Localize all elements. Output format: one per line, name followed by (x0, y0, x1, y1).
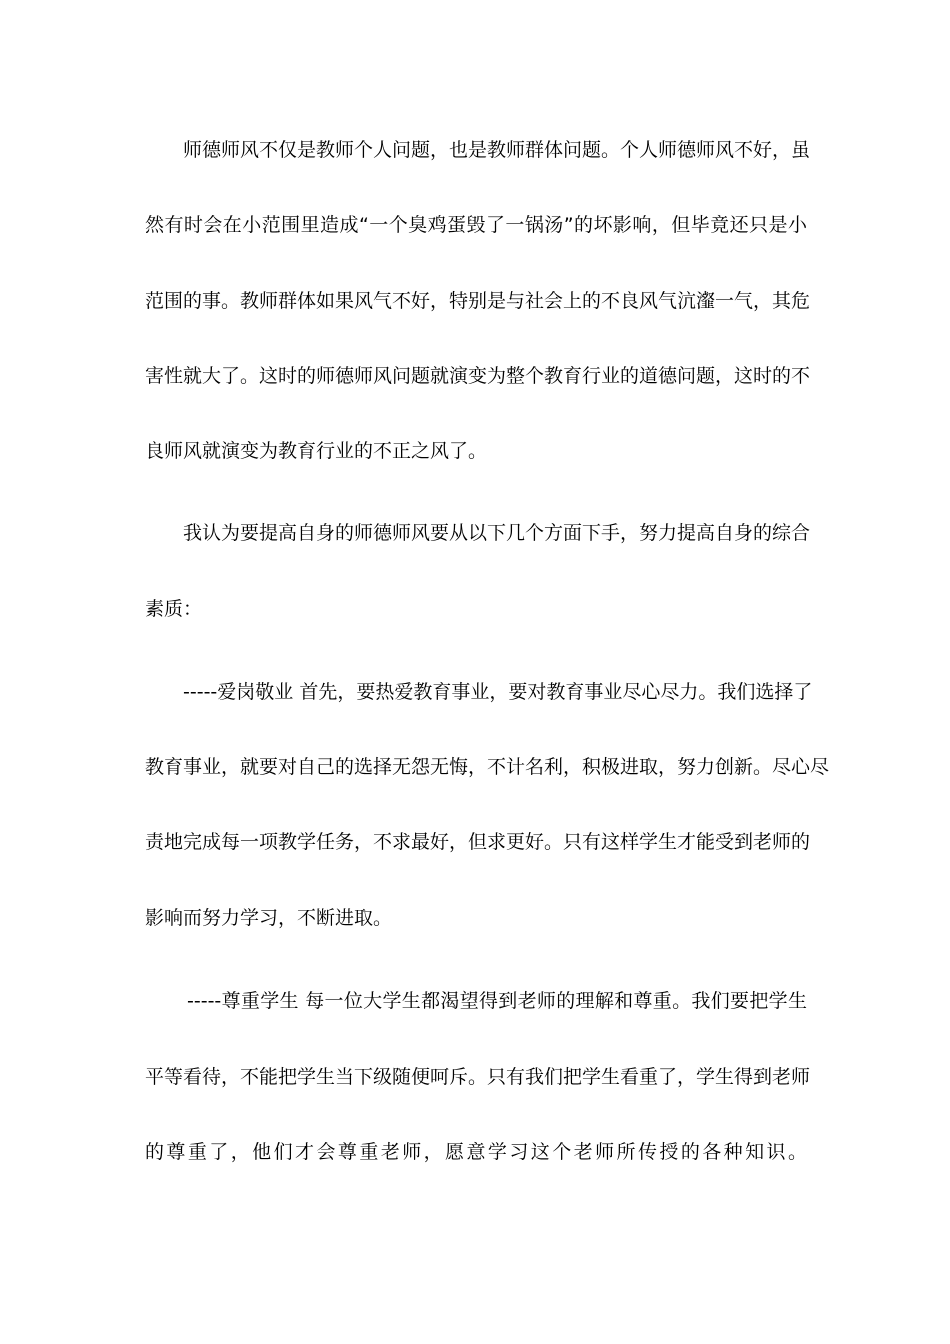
paragraph-4-line-1: -----尊重学生 每一位大学生都渴望得到老师的理解和尊重。我们要把学生 (187, 990, 807, 1012)
paragraph-4-line-3: 的尊重了，他们才会尊重老师，愿意学习这个老师所传授的各种知识。 (145, 1141, 807, 1163)
paragraph-1-line-1: 师德师风不仅是教师个人问题，也是教师群体问题。个人师德师风不好，虽 (183, 139, 811, 161)
paragraph-2-line-2: 素质： (145, 598, 203, 620)
paragraph-1-line-2: 然有时会在小范围里造成“一个臭鸡蛋毁了一锅汤”的坏影响，但毕竟还只是小 (145, 214, 807, 236)
paragraph-3-line-1: -----爱岗敬业 首先，要热爱教育事业，要对教育事业尽心尽力。我们选择了 (183, 681, 813, 703)
paragraph-3-line-3: 责地完成每一项教学任务，不求最好，但求更好。只有这样学生才能受到老师的 (145, 831, 811, 853)
paragraph-4-line-2: 平等看待，不能把学生当下级随便呵斥。只有我们把学生看重了，学生得到老师 (145, 1066, 811, 1088)
paragraph-1-line-5: 良师风就演变为教育行业的不正之风了。 (145, 440, 488, 462)
paragraph-1-line-4: 害性就大了。这时的师德师风问题就演变为整个教育行业的道德问题，这时的不 (145, 365, 811, 387)
paragraph-1-line-3: 范围的事。教师群体如果风气不好，特别是与社会上的不良风气沆瀣一气，其危 (145, 290, 811, 312)
paragraph-3-line-2: 教育事业，就要对自己的选择无怨无悔，不计名利，积极进取，努力创新。尽心尽 (145, 756, 830, 778)
paragraph-2-line-1: 我认为要提高自身的师德师风要从以下几个方面下手，努力提高自身的综合 (183, 522, 811, 544)
paragraph-3-line-4: 影响而努力学习，不断进取。 (145, 907, 393, 929)
